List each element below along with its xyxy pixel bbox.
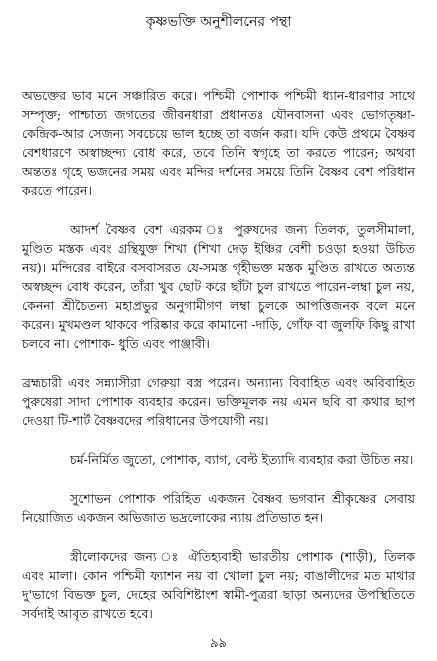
paragraph-well-dressed-vaishnava: সুশোভন পোশাক পরিহিত একজন বৈষ্ণব ভগবান শ্রীকৃষ্ণের সেবায় নিয়োজিত একজন অভিজাত ভদ্রলোকের ন্যায় প্রতিভাত হন। [22,491,415,525]
paragraph-western-dress: অভক্তের ভাব মনে সঞ্চারিত করে। পশ্চিমী পোশাক পশ্চিমী ধ্যান-ধারণার সাথে সম্পৃক্ত; পাশ্চাত্য জগতের জীবনধারা প্রধানতঃ যৌনবাসনা এবং ভোগতৃষ্ণা-কেন্দ্রিক-আর সেজন্য সবচেয়ে ভাল হচ্ছে তা বর্জন করা। যদি কেউ প্রথমে বৈষ্ণব বেশধারণে অস্বাচ্ছন্দ্য বোধ করে, তবে তিনি স্বগৃহে তা করতে পারেন; অথবা অন্ততঃ গৃহে ভজনের সময় এবং মন্দির দর্শনের সময়ে তিনি বৈষ্ণব বেশ পরিধান করতে পারেন। [22,88,415,198]
paragraph-women-dress: স্ত্রীলোকদের জন্য ঃ ঐতিহ্যবাহী ভারতীয় পোশাক (শাড়ী), তিলক এবং মালা। কোন পশ্চিমী ফ্যাশন নয় বা খোলা চুল নয়; বাঙালীদের মত মাথার দু'ভাগে বিভক্ত চুল, দেহের অবিশিষ্টাংশ স্বামী-পুত্ররা ছাড়া অন্যদের উপস্থিতিতে সর্বদাই আবৃত রাখতে হবে। [22,549,415,621]
page-number: ৯৯ [210,636,227,651]
page-title: কৃষ্ণভক্তি অনুশীলনের পন্থা [145,14,292,30]
paragraph-brahmachari-dress: ব্রহ্মচারী এবং সন্ন্যাসীরা গেরুয়া বস্ত্র পরেন। অন্যান্য বিবাহিত এবং অবিবাহিত পুরুষেরা সাদা পোশাক ব্যবহার করেন। ভক্তিমূলক নয় এমন ছবি বা কথার ছাপ দেওয়া টি-শার্ট বৈষ্ণবদের পরিধানের উপযোগী নয়। [22,375,415,428]
paragraph-leather-goods: চর্ম-নির্মিত জুতো, পোশাক, ব্যাগ, বেল্ট ইত্যাদি ব্যবহার করা উচিত নয়। [70,452,414,467]
paragraph-ideal-vaishnava-dress: আদর্শ বৈষ্ণব বেশ এরকম ঃ পুরুষদের জন্য তিলক, তুলসীমালা, মুণ্ডিত মস্তক এবং গ্রন্থিযুক্ত শিখা (শিখা দেড় ইঞ্চির বেশী চওড়া হওয়া উচিত নয়)। মন্দিরের বাইরে বসবাসরত যে-সমস্ত গৃহীভক্ত মস্তক মুণ্ডিত রাখতে অত্যন্ত অস্বচ্ছন্দ বোধ করেন, তাঁরা খুব ছোট করে ছাঁটা চুল রাখতে পারেন-লম্বা চুল নয়, কেননা শ্রীচৈতন্য মহাপ্রভুর অনুগামীগণ লম্বা চুলকে আপত্তিজনক বলে মনে করেন। মুখমণ্ডল থাকবে পরিষ্কার করে কামানো -দাড়ি, গোঁফ বা জুলফি কিছু রাখা চলবে না। পোশাক- ধুতি এবং পাঞ্জাবী। [22,222,415,351]
